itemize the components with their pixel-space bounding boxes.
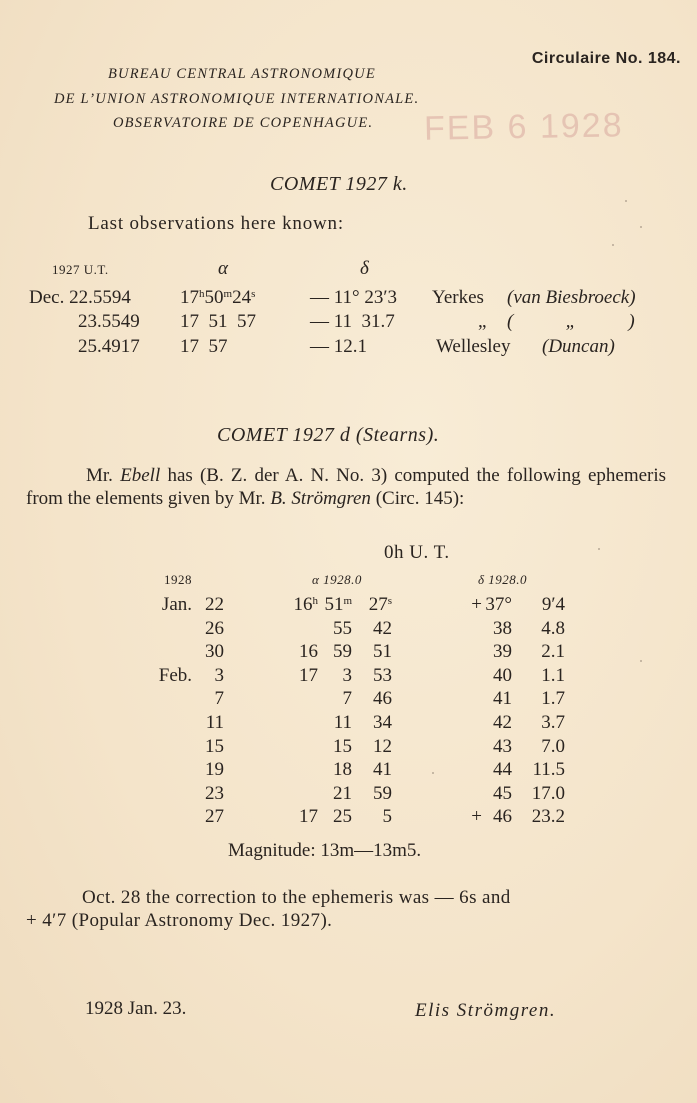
ephemeris-ra-seconds: 34: [373, 712, 392, 733]
ephemeris-day: 3: [214, 665, 224, 686]
paper-speck: [625, 200, 627, 202]
obs-observer: (Duncan): [542, 336, 615, 357]
col-header-delta: δ: [360, 258, 369, 279]
ephemeris-ra-seconds: 53: [373, 665, 392, 686]
ephemeris-ra-hours: 16: [299, 641, 318, 662]
ephemeris-ra-seconds: 59: [373, 783, 392, 804]
comet-d-paragraph: Mr. Ebell has (B. Z. der A. N. No. 3) computed the following ephemeris from the elements given by Mr. B. Strömgren (Circ. 145):: [26, 465, 667, 509]
ephemeris-dec-degrees: 44: [493, 759, 512, 780]
ephemeris-dec-degrees: 45: [493, 783, 512, 804]
ephemeris-month: Jan.: [161, 594, 192, 615]
ephemeris-ra-minutes: 7: [342, 688, 352, 709]
ephemeris-day: 15: [205, 736, 224, 757]
ephemeris-ra-hours: 17: [299, 665, 318, 686]
ephemeris-ra-minutes: 11: [333, 712, 352, 733]
ephemeris-dec-degrees: 41: [493, 688, 512, 709]
ephemeris-ra-hours: 17: [299, 806, 318, 827]
unit-superscript: m: [343, 595, 352, 607]
ephemeris-ra-hours: 16$^h$: [293, 594, 318, 615]
bureau-line-1: BUREAU CENTRAL ASTRONOMIQUE: [108, 66, 376, 82]
obs-observer: (van Biesbroeck): [507, 287, 636, 308]
bureau-line-3: OBSERVATOIRE DE COPENHAGUE.: [113, 115, 374, 131]
ephemeris-dec-degrees: 43: [493, 736, 512, 757]
ephemeris-dec-minutes: 3.7: [541, 712, 565, 733]
ephemeris-dec-minutes: 23.2: [531, 806, 565, 827]
ephemeris-ra-minutes: 55: [333, 618, 352, 639]
ephemeris-dec-degrees: 37°: [485, 594, 512, 615]
ephemeris-ra-seconds: 41: [373, 759, 392, 780]
ephemeris-dec-degrees: 42: [493, 712, 512, 733]
ephemeris-dec-degrees: 40: [493, 665, 512, 686]
ephemeris-ra-seconds: 42: [373, 618, 392, 639]
ephemeris-ra-minutes: 3: [342, 665, 352, 686]
obs-date: 23.5549: [78, 311, 140, 332]
bureau-line-2: DE L’UNION ASTRONOMIQUE INTERNATIONALE.: [54, 91, 420, 107]
col-header-year: 1928: [164, 572, 192, 587]
obs-observatory: Yerkes: [432, 287, 484, 308]
obs-ra: 17$^h$50$^m$24$^s$: [180, 287, 256, 308]
ephemeris-day: 7: [214, 688, 224, 709]
col-header-alpha: α 1928.0: [312, 572, 362, 587]
paper-speck: [612, 244, 614, 246]
ephemeris-ra-minutes: 59: [333, 641, 352, 662]
obs-dec: — 11° 23′3: [310, 287, 398, 308]
ephemeris-dec-degrees: 39: [493, 641, 512, 662]
paper-speck: [640, 226, 642, 228]
ephemeris-ra-minutes: 15: [333, 736, 352, 757]
comet-k-intro: Last observations here known:: [88, 213, 344, 234]
col-header-delta: δ 1928.0: [478, 572, 528, 587]
ephemeris-ra-seconds: 51: [373, 641, 392, 662]
ephemeris-dec-minutes: 17.0: [531, 783, 565, 804]
col-header-alpha: α: [218, 258, 228, 279]
signature: Elis Strömgren.: [415, 1000, 557, 1021]
paper-speck: [640, 660, 642, 662]
paper-speck: [432, 772, 434, 774]
circular-number: Circulaire No. 184.: [531, 50, 681, 67]
obs-date: 25.4917: [78, 336, 140, 357]
ephemeris-day: 19: [205, 759, 224, 780]
paper-speck: [598, 548, 600, 550]
ephemeris-day: 27: [205, 806, 224, 827]
ephemeris-day: 22: [205, 594, 224, 615]
unit-superscript: h: [312, 595, 318, 607]
footer-date: 1928 Jan. 23.: [85, 998, 187, 1019]
obs-ra: 17 57: [180, 336, 228, 357]
col-header-date: 1927 U.T.: [52, 262, 109, 277]
obs-observatory: Wellesley: [436, 336, 511, 357]
ut-label: 0h U. T.: [384, 542, 450, 563]
obs-date: Dec. 22.5594: [29, 287, 131, 308]
obs-observatory: „: [478, 311, 487, 332]
magnitude: Magnitude: 13m—13m5.: [228, 840, 422, 861]
comet-k-title: COMET 1927 k.: [270, 173, 408, 195]
correction-note-line-2: + 4′7 (Popular Astronomy Dec. 1927).: [26, 910, 333, 931]
ephemeris-dec-sign: +: [471, 594, 482, 615]
ephemeris-month: Feb.: [158, 665, 192, 686]
ephemeris-dec-minutes: 2.1: [541, 641, 565, 662]
ephemeris-day: 23: [205, 783, 224, 804]
ephemeris-ra-seconds: 12: [373, 736, 392, 757]
ephemeris-ra-minutes: 51$^m$: [324, 594, 352, 615]
ephemeris-dec-minutes: 1.7: [541, 688, 565, 709]
ephemeris-day: 30: [205, 641, 224, 662]
obs-dec: — 12.1: [310, 336, 367, 357]
ephemeris-day: 26: [205, 618, 224, 639]
obs-observer: ( „ ): [507, 311, 635, 332]
ephemeris-dec-minutes: 11.5: [532, 759, 565, 780]
comet-d-title: COMET 1927 d (Stearns).: [217, 424, 440, 446]
ephemeris-dec-sign: +: [471, 806, 482, 827]
ephemeris-ra-seconds: 5: [382, 806, 392, 827]
ephemeris-ra-seconds: 46: [373, 688, 392, 709]
ephemeris-dec-minutes: 9′4: [541, 594, 565, 615]
unit-superscript: s: [387, 595, 392, 607]
ephemeris-ra-minutes: 25: [333, 806, 352, 827]
ephemeris-dec-degrees: 38: [493, 618, 512, 639]
correction-note-line-1: Oct. 28 the correction to the ephemeris was — 6s and: [82, 887, 511, 908]
ephemeris-day: 11: [205, 712, 224, 733]
ephemeris-dec-minutes: 7.0: [541, 736, 565, 757]
ephemeris-dec-degrees: 46: [493, 806, 512, 827]
ephemeris-ra-minutes: 18: [333, 759, 352, 780]
received-stamp: FEB 6 1928: [423, 106, 624, 148]
ephemeris-dec-minutes: 4.8: [541, 618, 565, 639]
obs-ra: 17 51 57: [180, 311, 256, 332]
obs-dec: — 11 31.7: [310, 311, 395, 332]
ephemeris-ra-seconds: 27$^s$: [368, 594, 392, 615]
ephemeris-dec-minutes: 1.1: [541, 665, 565, 686]
ephemeris-ra-minutes: 21: [333, 783, 352, 804]
